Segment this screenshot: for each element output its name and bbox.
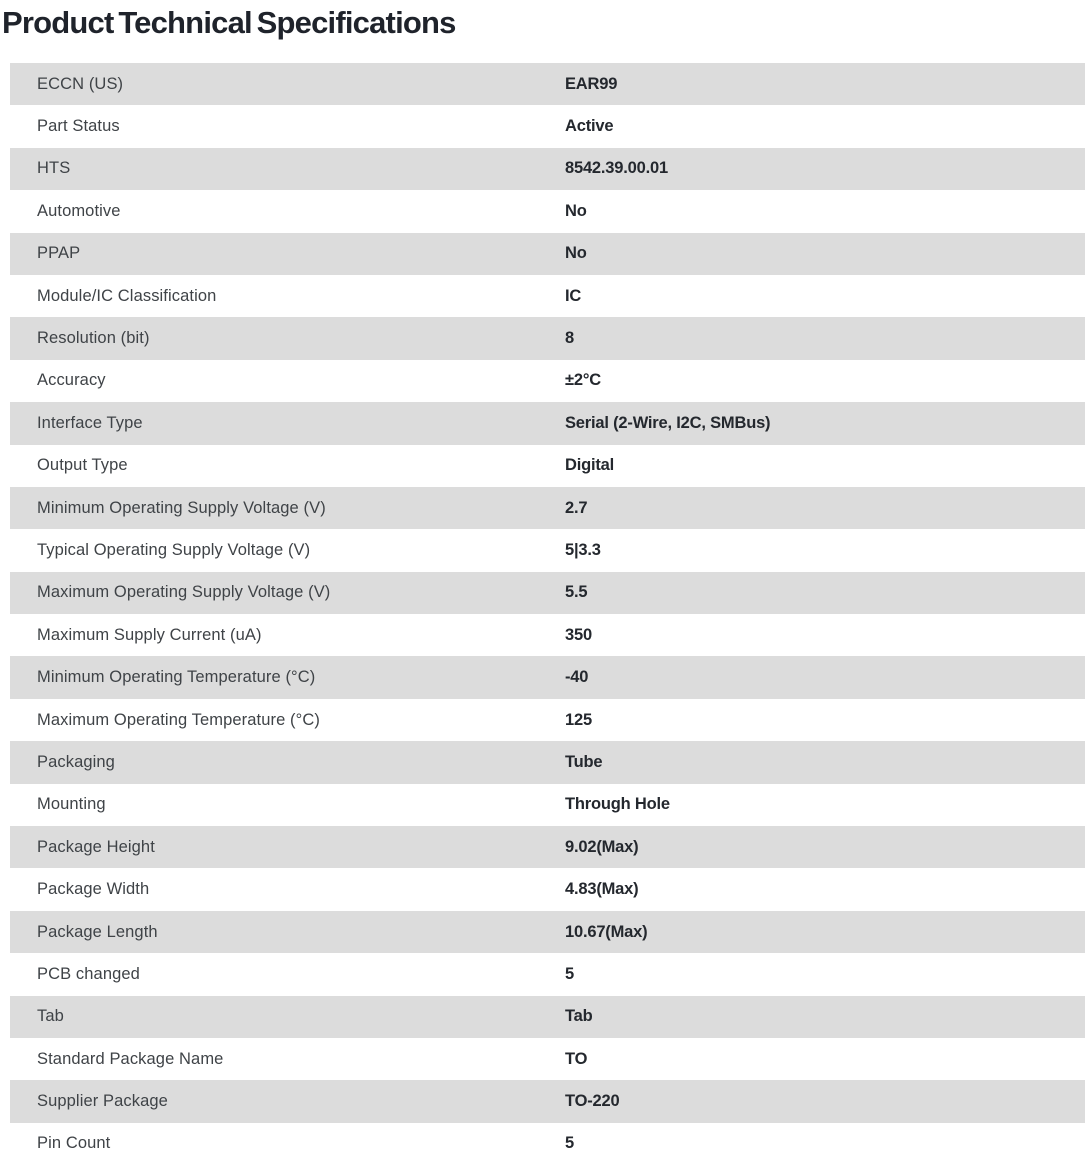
spec-value: -40 bbox=[565, 668, 589, 687]
spec-value: IC bbox=[565, 286, 582, 305]
spec-label: ECCN (US) bbox=[37, 74, 124, 93]
spec-value: 350 bbox=[565, 625, 592, 644]
spec-label: Accuracy bbox=[37, 371, 106, 390]
table-row bbox=[10, 317, 1085, 359]
table-row bbox=[10, 572, 1085, 614]
table-row bbox=[10, 826, 1085, 868]
spec-label: Resolution (bit) bbox=[37, 329, 150, 348]
spec-value: 5 bbox=[565, 964, 574, 983]
spec-table bbox=[10, 63, 1085, 1162]
table-row bbox=[10, 741, 1085, 783]
spec-label: Package Length bbox=[37, 922, 158, 941]
spec-value: Through Hole bbox=[565, 795, 670, 814]
spec-value: 2.7 bbox=[565, 498, 588, 517]
spec-label: Packaging bbox=[37, 752, 115, 771]
spec-label: PPAP bbox=[37, 244, 81, 263]
table-row bbox=[10, 699, 1085, 741]
spec-value: Tube bbox=[565, 752, 603, 771]
spec-value: 10.67(Max) bbox=[565, 922, 648, 941]
spec-value: EAR99 bbox=[565, 74, 618, 93]
page-header bbox=[0, 0, 1085, 63]
spec-value: Digital bbox=[565, 456, 615, 475]
spec-label: PCB changed bbox=[37, 964, 140, 983]
page-title: Product Technical Specifications bbox=[2, 5, 456, 40]
spec-value: TO-220 bbox=[565, 1092, 620, 1111]
spec-value: 4.83(Max) bbox=[565, 880, 639, 899]
spec-value: Active bbox=[565, 117, 614, 136]
table-row bbox=[10, 996, 1085, 1038]
table-row bbox=[10, 953, 1085, 995]
table-row bbox=[10, 614, 1085, 656]
table-row bbox=[10, 1123, 1085, 1162]
table-row bbox=[10, 868, 1085, 910]
table-row bbox=[10, 445, 1085, 487]
spec-label: Minimum Operating Temperature (°C) bbox=[37, 668, 316, 687]
table-row bbox=[10, 1038, 1085, 1080]
table-row bbox=[10, 656, 1085, 698]
spec-label: Output Type bbox=[37, 456, 128, 475]
spec-value: 9.02(Max) bbox=[565, 837, 639, 856]
spec-label: Typical Operating Supply Voltage (V) bbox=[37, 540, 311, 559]
spec-value: 8542.39.00.01 bbox=[565, 159, 668, 178]
spec-value: No bbox=[565, 244, 587, 263]
table-row bbox=[10, 784, 1085, 826]
table-row bbox=[10, 190, 1085, 232]
table-row bbox=[10, 1080, 1085, 1122]
spec-value: Tab bbox=[565, 1007, 593, 1026]
spec-value: 8 bbox=[565, 329, 574, 348]
spec-label: Package Height bbox=[37, 837, 155, 856]
table-row bbox=[10, 233, 1085, 275]
spec-label: Mounting bbox=[37, 795, 106, 814]
table-row bbox=[10, 148, 1085, 190]
spec-label: HTS bbox=[37, 159, 71, 178]
table-row bbox=[10, 487, 1085, 529]
spec-value: 5|3.3 bbox=[565, 540, 601, 559]
spec-value: TO bbox=[565, 1049, 588, 1068]
spec-value: ±2°C bbox=[565, 371, 601, 390]
spec-label: Tab bbox=[37, 1007, 64, 1026]
spec-value: Serial (2-Wire, I2C, SMBus) bbox=[565, 413, 771, 432]
spec-label: Standard Package Name bbox=[37, 1049, 224, 1068]
spec-label: Maximum Operating Supply Voltage (V) bbox=[37, 583, 331, 602]
spec-label: Supplier Package bbox=[37, 1092, 168, 1111]
spec-value: 125 bbox=[565, 710, 592, 729]
spec-label: Package Width bbox=[37, 880, 150, 899]
table-row bbox=[10, 105, 1085, 147]
spec-label: Module/IC Classification bbox=[37, 286, 217, 305]
spec-label: Minimum Operating Supply Voltage (V) bbox=[37, 498, 326, 517]
spec-label: Pin Count bbox=[37, 1134, 111, 1153]
spec-label: Automotive bbox=[37, 201, 121, 220]
spec-label: Maximum Operating Temperature (°C) bbox=[37, 710, 320, 729]
table-row bbox=[10, 360, 1085, 402]
spec-value: No bbox=[565, 201, 587, 220]
table-row bbox=[10, 275, 1085, 317]
table-row bbox=[10, 402, 1085, 444]
spec-label: Part Status bbox=[37, 117, 120, 136]
table-row bbox=[10, 529, 1085, 571]
table-row bbox=[10, 63, 1085, 105]
spec-value: 5 bbox=[565, 1134, 574, 1153]
table-row bbox=[10, 911, 1085, 953]
spec-value: 5.5 bbox=[565, 583, 588, 602]
spec-label: Interface Type bbox=[37, 413, 143, 432]
spec-label: Maximum Supply Current (uA) bbox=[37, 625, 262, 644]
